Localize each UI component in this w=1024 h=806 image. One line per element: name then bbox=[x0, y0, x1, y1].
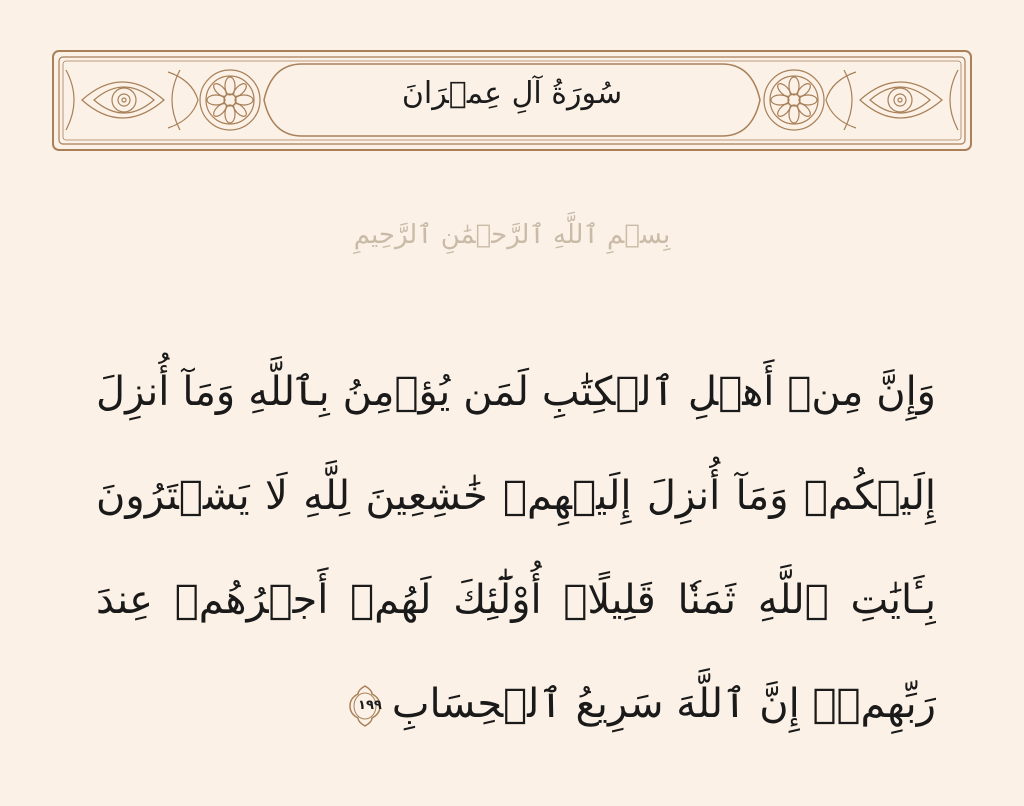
surah-title: سُورَةُ آلِ عِمۡرَانَ bbox=[401, 76, 623, 111]
ayah-number: ١٩٩ bbox=[358, 698, 382, 713]
verse-line-3: بِـَٔايَٰتِ ٱللَّهِ ثَمَنٗا قَلِيلًاۚ أُوْلَٰٓئِكَ لَهُمۡ أَجۡرُهُمۡ عِندَ bbox=[96, 577, 936, 623]
ayah-marker bbox=[348, 684, 382, 728]
verse-block bbox=[96, 340, 936, 756]
basmala: بِسۡمِ ٱللَّهِ ٱلرَّحۡمَٰنِ ٱلرَّحِيمِ bbox=[353, 220, 671, 250]
verse-line-4-text: رَبِّهِمۡۗ إِنَّ ٱللَّهَ سَرِيعُ ٱلۡحِسَابِ bbox=[391, 681, 936, 727]
verse-line-1: وَإِنَّ مِنۡ أَهۡلِ ٱلۡكِتَٰبِ لَمَن يُؤۡمِنُ بِٱللَّهِ وَمَآ أُنزِلَ bbox=[96, 369, 936, 415]
verse-line-2: إِلَيۡكُمۡ وَمَآ أُنزِلَ إِلَيۡهِمۡ خَٰشِعِينَ لِلَّهِ لَا يَشۡتَرُونَ bbox=[96, 473, 936, 519]
verse-line-4 bbox=[96, 652, 936, 756]
surah-header-banner bbox=[52, 50, 972, 151]
